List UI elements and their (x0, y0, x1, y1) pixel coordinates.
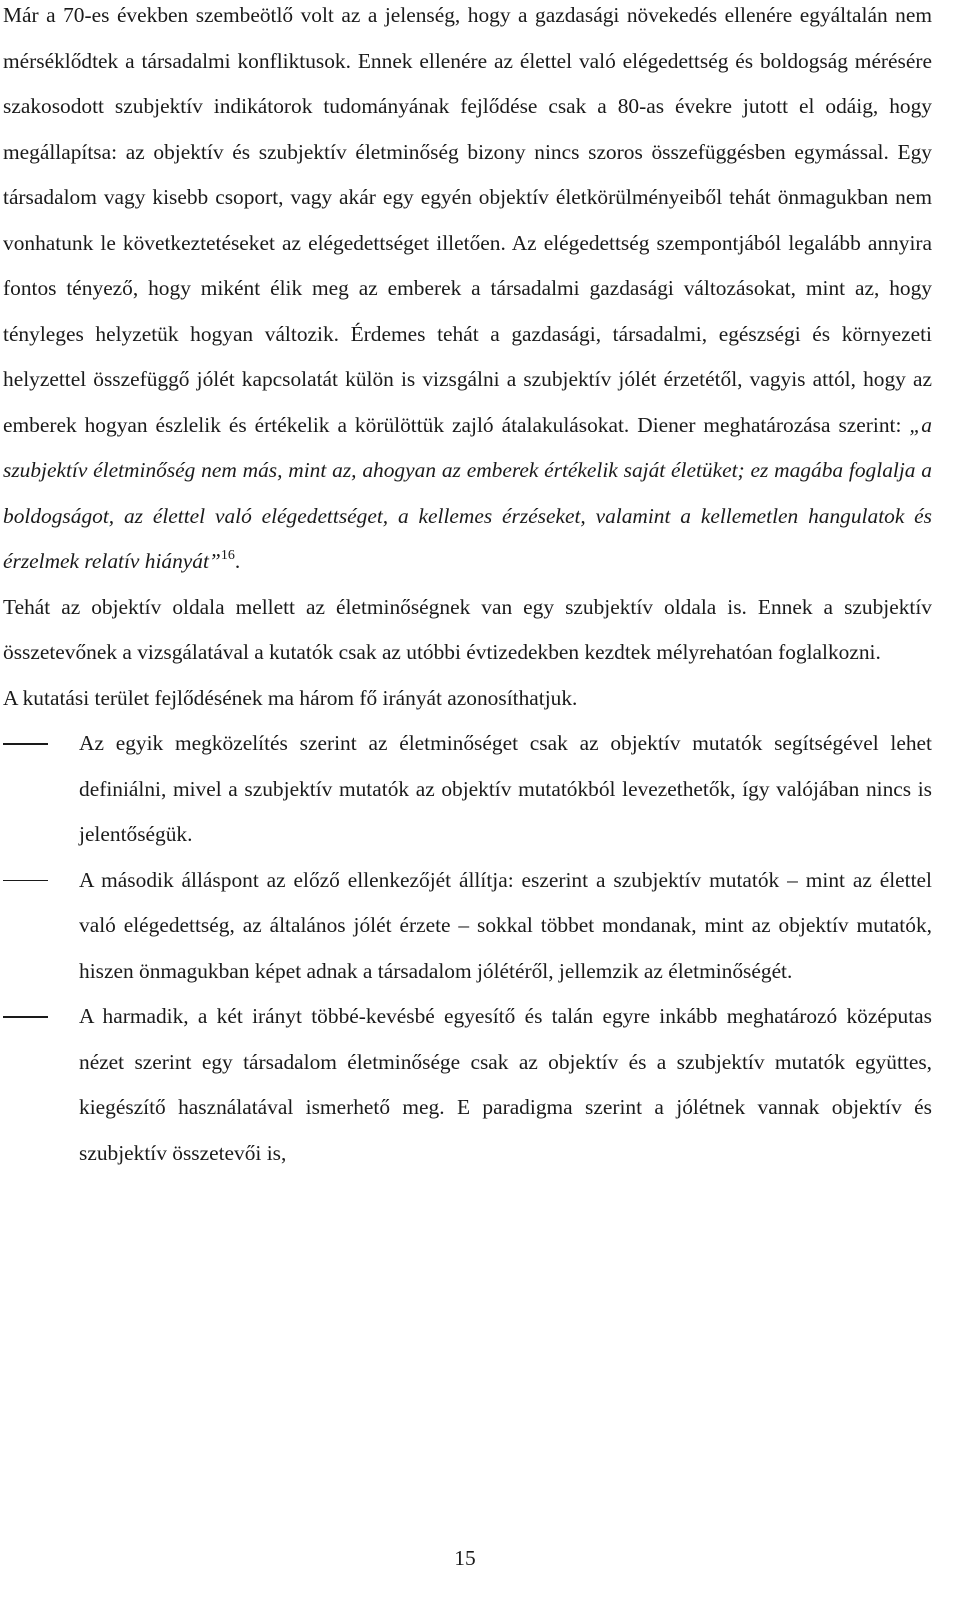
paragraph-1-end: . (234, 549, 241, 573)
list-item-text: Az egyik megközelítés szerint az életminőséget csak az objektív mutatók segítségével lehet definiálni, mivel a szubjektív mutatók az objektív mutatókból levezethetők, így valójában nincs is jelentőségük. (79, 731, 932, 846)
dash-bullet-icon (3, 880, 48, 882)
list-item (3, 858, 932, 995)
page-number: 15 (454, 1546, 476, 1570)
list-item-text: A második álláspont az előző ellenkezőjét állítja: eszerint a szubjektív mutatók – mint az élettel való elégedettség, az általános jólét érzete – sokkal többet mondanak, mint az objektív mutatók, hiszen önmagukban képet adnak a társadalom jólétéről, jellemzik az életminőségét. (79, 867, 932, 983)
paragraph-3: A kutatási terület fejlődésének ma három fő irányát azonosíthatjuk. (3, 685, 578, 710)
paragraph-1-text: Már a 70-es években szembeötlő volt az a jelenség, hogy a gazdasági növekedés ellenére egyáltalán nem mérséklődtek a társadalmi konfliktusok. Ennek ellenére az élettel való elégedettség és boldogság mérésére szakosodott szubjektív indikátorok tudományának fejlődése csak a 80-as évekre jutott el odáig, hogy megállapítsa: az objektív és szubjektív életminőség bizony nincs szoros összefüggésben egymással. Egy társadalom vagy kisebb csoport, vagy akár egy egyén objektív életkörülményeiből tehát önmagukban nem vonhatunk le következtetéseket az elégedettséget illetően. Az elégedettség szempontjából legalább annyira fontos tényező, hogy miként élik meg az emberek a társadalmi gazdasági változásokat, mint az, hogy tényleges helyzetük hogyan változik. Érdemes tehát a gazdasági, társadalmi, egészségi és környezeti helyzettel összefüggő jólét kapcsolatát külön is vizsgálni a szubjektív jólét érzetétől, vagyis attól, hogy az emberek hogyan észlelik és értékelik a körülöttük zajló átalakulásokat. Diener meghatározása szerint: (3, 3, 932, 437)
list-item-text: A harmadik, a két irányt többé-kevésbé egyesítő és talán egyre inkább meghatározó középutas nézet szerint egy társadalom életminősége csak az objektív és a szubjektív mutatók együttes, kiegészítő használatával ismerhető meg. E paradigma szerint a jólétnek vannak objektív és szubjektív összetevői is, (79, 1004, 932, 1165)
dash-bullet-icon (3, 1016, 48, 1018)
footnote-ref[interactable]: 16 (220, 548, 235, 563)
dash-bullet-icon (3, 743, 48, 745)
paragraph-1 (3, 0, 932, 585)
list-item (3, 721, 932, 858)
list-item (3, 994, 932, 1176)
paragraph-2: Tehát az objektív oldala mellett az életminőségnek van egy szubjektív oldala is. Ennek a szubjektív összetevőnek a vizsgálatával a kutatók csak az utóbbi évtizedekben kezdtek mélyrehatóan foglalkozni. (3, 594, 932, 664)
approaches-list (3, 721, 932, 1176)
diener-quote: „a szubjektív életminőség nem más, mint az, ahogyan az emberek értékelik saját életüket; ez magába foglalja a boldogságot, az élettel való elégedettséget, a kellemes érzéseket, valamint a kellemetlen hangulatok és érzelmek relatív hiányát” (3, 412, 932, 573)
document-page (3, 0, 932, 1176)
